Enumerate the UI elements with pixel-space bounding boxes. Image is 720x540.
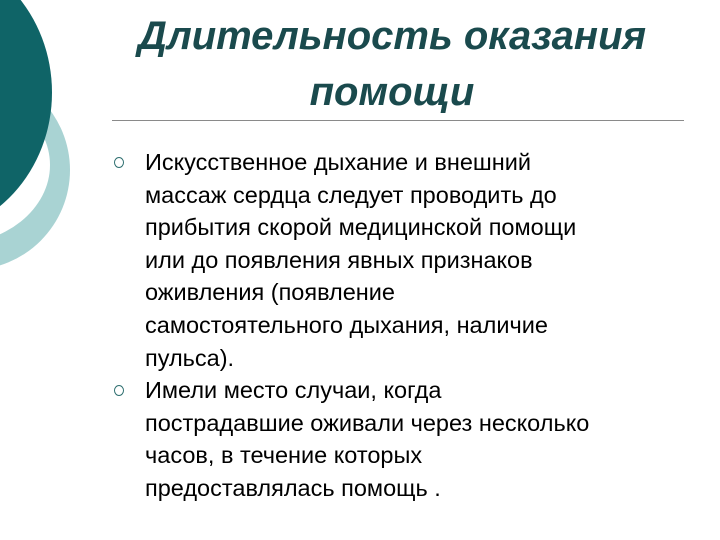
slide-title (112, 8, 672, 120)
bullet-item (114, 146, 694, 374)
circle-bullet-icon (114, 157, 124, 168)
bullet-text-line: Искусственное дыхание и внешний (145, 149, 531, 175)
bullet-text-line: самостоятельного дыхания, наличие (145, 311, 548, 338)
bullet-list (114, 146, 694, 505)
bullet-text-line: часов, в течение которых (145, 442, 423, 469)
bullet-text-line: массаж сердца следует проводить до (145, 181, 557, 208)
circle-bullet-icon (114, 385, 124, 396)
slide-title-line: помощи (309, 70, 475, 114)
title-divider (112, 120, 684, 121)
bullet-text-line: пострадавшие оживали через несколько (145, 409, 590, 436)
bullet-item (114, 374, 694, 504)
bullet-text-line: оживления (появление (145, 279, 395, 306)
slide-title-line: Длительность оказания (137, 14, 647, 58)
bullet-text-line: Имели место случаи, когда (145, 377, 442, 404)
bullet-text-line: предоставлялась помощь . (145, 474, 441, 501)
bullet-text-line: или до появления явных признаков (145, 246, 533, 273)
bullet-text-line: пульса). (145, 344, 235, 371)
bullet-text-line: прибытия скорой медицинской помощи (145, 214, 577, 241)
